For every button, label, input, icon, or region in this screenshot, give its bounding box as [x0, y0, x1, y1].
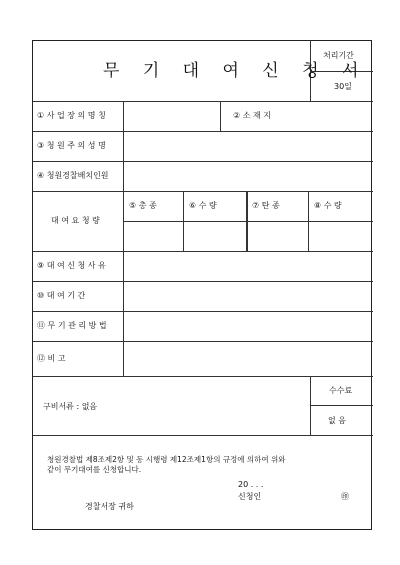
rule [33, 435, 373, 436]
fee-label: 수수료 [329, 386, 353, 395]
rule [33, 191, 373, 192]
business-name-label: ① 사 업 장 의 명 칭 [37, 111, 106, 120]
applicant-signature-label: 신청인 [238, 492, 262, 501]
seal-mark: ㊞ [341, 492, 349, 501]
guard-persons-label: ④ 청원경찰배치인원 [37, 171, 109, 180]
statement-line-1: 청원경찰법 제8조제2항 및 동 시행령 제12조제1항의 규정에 의하여 위와 [47, 455, 286, 464]
rental-reason-label: ⑨ 대 여 신 청 사 유 [37, 261, 106, 270]
rule [310, 376, 311, 435]
rule [33, 131, 373, 132]
rule [246, 191, 248, 251]
form-title: 무 기 대 여 신 청 서 [103, 61, 368, 81]
required-documents: 구비서류 : 없음 [43, 402, 98, 411]
rule [123, 221, 373, 222]
application-date: 20 . . . [238, 480, 264, 489]
rule [33, 161, 373, 162]
rule [308, 191, 309, 251]
ammo-quantity-header: ⑧ 수 량 [314, 201, 342, 210]
rule [33, 281, 373, 282]
rule [183, 191, 184, 251]
ammo-type-header: ⑦ 탄 종 [252, 201, 280, 210]
location-label: ② 소 재 지 [233, 111, 271, 120]
rule [33, 341, 373, 342]
rental-period-label: ⑩ 대 여 기 간 [37, 291, 86, 300]
weapon-management-label: ⑪ 무 기 관 리 방 법 [37, 321, 107, 330]
weapon-rental-application-form [32, 40, 372, 530]
rule [220, 101, 221, 131]
rule [33, 101, 373, 102]
statement-line-2: 같이 무기대여를 신청합니다. [47, 465, 142, 474]
applicant-name-label: ③ 청 원 주 의 성 명 [37, 141, 106, 150]
firearm-type-header: ⑤ 총 종 [129, 201, 157, 210]
processing-period-value: 30일 [334, 82, 352, 91]
fee-value: 없 음 [328, 416, 346, 425]
rule [123, 101, 124, 376]
processing-period-label: 처리기간 [323, 51, 354, 60]
rule [33, 376, 373, 377]
firearm-quantity-header: ⑥ 수 량 [189, 201, 217, 210]
addressee: 경찰서장 귀하 [85, 502, 134, 511]
remarks-label: ⑫ 비 고 [37, 354, 66, 363]
rule [310, 405, 373, 406]
rule [33, 251, 373, 252]
rule [33, 311, 373, 312]
rental-quantity-label: 대 여 요 청 량 [51, 216, 100, 225]
